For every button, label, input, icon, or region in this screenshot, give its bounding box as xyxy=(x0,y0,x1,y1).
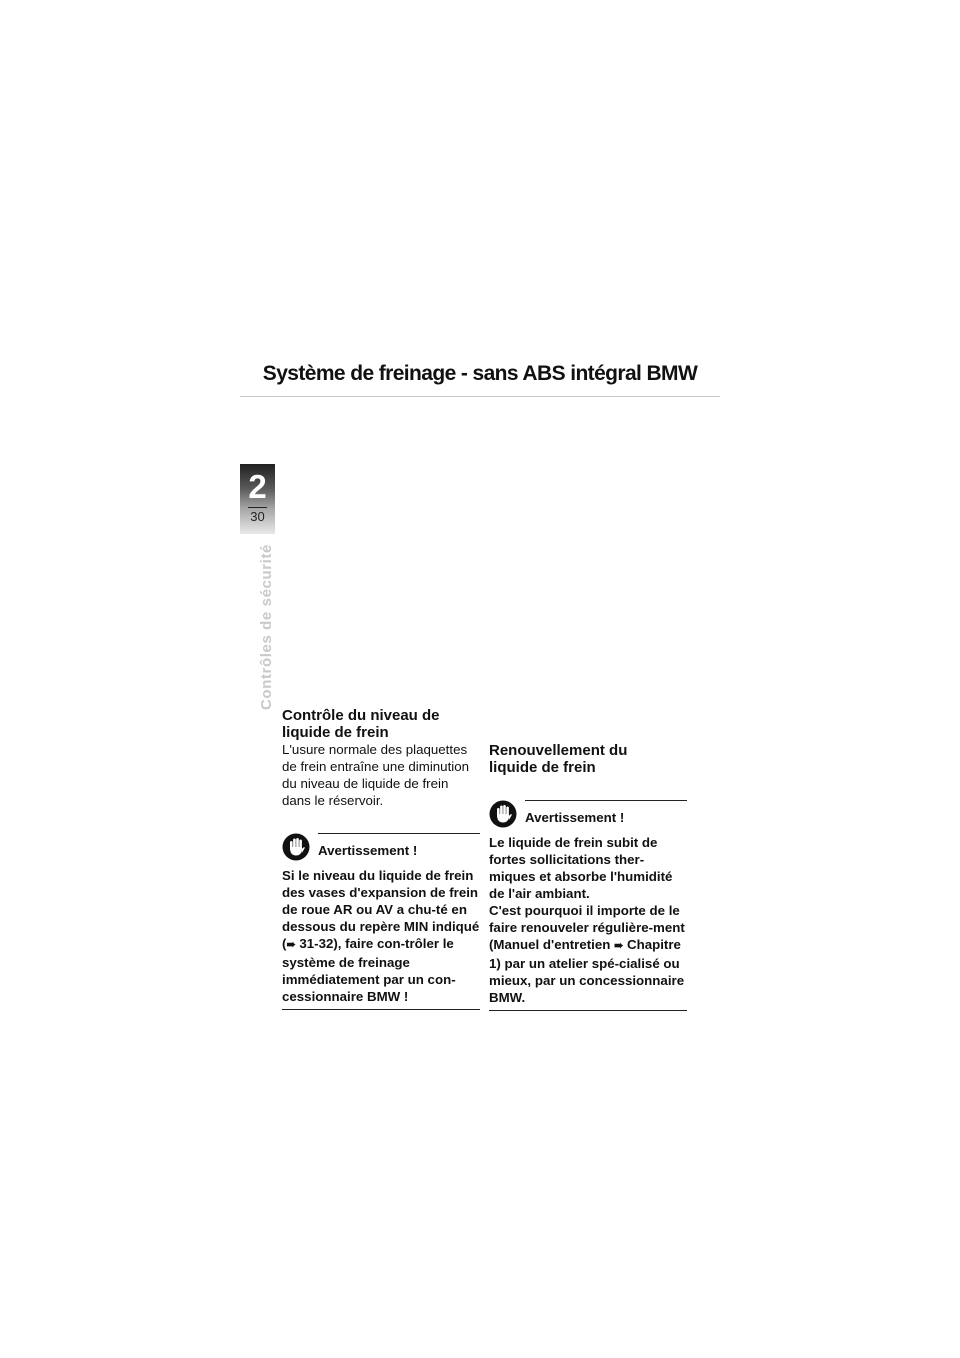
page-number: 30 xyxy=(250,509,265,524)
warning-paragraph-2 xyxy=(489,902,687,1006)
chapter-tab xyxy=(240,464,275,534)
heading-line-2: liquide de frein xyxy=(489,759,596,776)
warning-text-part-2: 31-32), faire con-trôler le système de freinage immédiatement par un con-cessionnaire BMW ! xyxy=(282,936,456,1004)
chapter-side-label: Contrôles de sécurité xyxy=(258,544,275,710)
warning-header xyxy=(282,833,480,867)
warning-top-rule xyxy=(525,800,687,801)
warning-paragraph-2-part-2: Chapitre 1) par un atelier spé-cialisé ou mieux, par un concessionnaire BMW. xyxy=(489,937,685,1005)
warning-box xyxy=(489,800,687,1011)
heading-line-1: Renouvellement du xyxy=(489,742,628,759)
title-divider xyxy=(240,396,720,397)
section-brake-fluid-level-check xyxy=(282,707,480,1010)
warning-title: Avertissement ! xyxy=(318,843,418,858)
heading-line-1: Contrôle du niveau de xyxy=(282,707,440,724)
warning-header xyxy=(489,800,687,834)
hand-stop-icon xyxy=(489,800,517,828)
warning-title: Avertissement ! xyxy=(525,810,625,825)
hand-stop-icon xyxy=(282,833,310,861)
page-title: Système de freinage - sans ABS intégral BMW xyxy=(262,362,698,385)
warning-box xyxy=(282,833,480,1010)
arrow-right-icon: ➠ xyxy=(614,940,624,952)
warning-top-rule xyxy=(318,833,480,834)
section-brake-fluid-renewal xyxy=(489,742,687,1011)
arrow-right-icon: ➠ xyxy=(286,939,296,951)
section-heading xyxy=(282,707,480,741)
warning-text xyxy=(282,867,480,1010)
section-body: L'usure normale des plaquettes de frein entraîne une diminution du niveau de liquide de frein dans le réservoir. xyxy=(282,742,470,808)
warning-text xyxy=(489,834,687,1011)
warning-text-part-1: Si le niveau du liquide de frein des vases d'expansion de frein de roue AR ou AV a chu-té en dessous du repère MIN indiqué ( xyxy=(282,868,480,951)
chapter-divider xyxy=(248,507,267,508)
warning-paragraph-1: Le liquide de frein subit de fortes sollicitations ther-miques et absorbe l'humidité de l'air ambiant. xyxy=(489,835,673,901)
heading-line-2: liquide de frein xyxy=(282,724,389,741)
warning-paragraph-2-part-1: C'est pourquoi il importe de le faire renouveler régulière-ment (Manuel d'entretien xyxy=(489,903,685,952)
section-heading xyxy=(489,742,687,776)
chapter-number: 2 xyxy=(248,468,267,505)
